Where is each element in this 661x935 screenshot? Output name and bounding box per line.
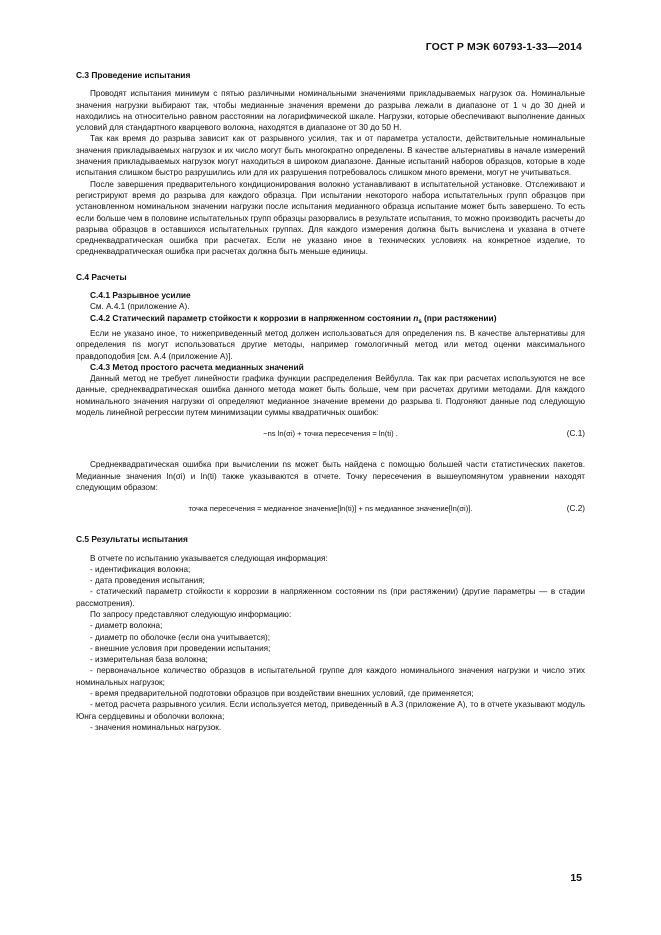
c3-paragraph-1: Проводят испытания минимум с пятью различными номинальными значениями прикладываемых нагрузок σa. Номинальные значения нагрузки выбирают так, чтобы медианные значения времени до разрыва лежали в диапазоне от 1 ч до 30 дней и находились на относительно равном расстоянии на логарифмической шкале. Нагрузки, которые обеспечивают выполнение данных условий для стандартного кварцевого волокна, находятся в диапазоне от 30 до 50 Н. — [76, 89, 585, 133]
c5-item-2: - дата проведения испытания; — [90, 576, 205, 586]
formula-c1 — [76, 424, 585, 446]
c42-text: Если не указано иное, то нижеприведенный метод должен использоваться для определения ns. В качестве альтернативы для определения ns могут использоваться другие методы, например гомологичный метод или метод оценки максимального правдоподобия [см. А.4 (приложение А)]. — [76, 328, 585, 361]
document-body — [76, 70, 585, 733]
formula-c2-number: (С.2) — [566, 504, 585, 514]
c41-title: С.4.1 Разрывное усилие — [90, 290, 191, 301]
c5-opt-item-2: - диаметр по оболочке (если она учитывается); — [90, 632, 271, 642]
formula-c1-expression: −ns ln(σi) + точка пересечения = ln(ti) . — [263, 429, 398, 439]
section-c3-title: С.3 Проведение испытания — [76, 70, 191, 80]
formula-c1-number: (С.1) — [566, 429, 585, 439]
c43-title: С.4.3 Метод простого расчета медианных значений — [90, 361, 304, 372]
c43-paragraph-2: Среднеквадратическая ошибка при вычислении ns может быть найдена с помощью большей части статистических пакетов. Медианные значения ln(σi) и ln(ti) также указываются в отчете. Точку пересечения в вышеупомянутом уравнении находят следующим образом: — [76, 460, 585, 492]
c5-item-1: - идентификация волокна; — [90, 564, 191, 574]
document-header: ГОСТ Р МЭК 60793-1-33—2014 — [425, 41, 582, 53]
section-c5-title: С.5 Результаты испытания — [76, 534, 188, 545]
formula-c2-expression: точка пересечения = медианное значение[ln(ti)] + ns медианное значение[ln(σi)]. — [188, 504, 473, 514]
c3-paragraph-3: После завершения предварительного кондиционирования волокно устанавливают в испытательной установке. Отслеживают и регистрируют время до разрыва для каждого образца. При испытании некоторого набора испытательных групп образцов при установленном номинальном значении нагрузки после испытания медианного образца испытание может быть завершено. То есть если больше чем в половине испытательных групп образцы разорвались в результате испытания, то можно производить расчеты до разрыва образцов в оставшихся испытательных группах. Для каждого измерения должна быть вычислена и указана в отчете среднеквадратическая ошибка при расчетах. Если не указано иное в технических условиях на конкретное изделие, то среднеквадратическая ошибка при расчетах должна быть меньше единицы. — [76, 179, 585, 257]
c5-opt-item-3: - внешние условия при проведении испытания; — [90, 643, 271, 653]
c5-opt-item-4: - измерительная база волокна; — [90, 655, 208, 665]
c5-intro-2: По запросу представляют следующую информацию: — [90, 609, 292, 619]
formula-c2 — [76, 499, 585, 521]
c5-opt-item-8: - значения номинальных нагрузок. — [90, 722, 222, 732]
c41-text: См. А.4.1 (приложение А). — [90, 302, 190, 312]
c5-opt-item-6: - время предварительной подготовки образцов при воздействии внешних условий, где применяется; — [90, 689, 474, 699]
c43-paragraph-1: Данный метод не требует линейности графика функции распределения Вейбулла. Так как при расчетах используются не все данные, среднеквадратическая ошибка данного метода может быть больше, чем при расчетах другими методами. Для каждого номинального значения нагрузки σi определяют медианное значение времени до разрыва ti. Подгоняют данные под следующую модель линейной регрессии путем минимизации суммы квадратичных ошибок: — [76, 374, 585, 418]
c5-intro: В отчете по испытанию указывается следующая информация: — [90, 553, 328, 563]
c5-opt-item-1: - диаметр волокна; — [90, 621, 163, 631]
page-number: 15 — [570, 872, 582, 884]
section-c4-title: С.4 Расчеты — [76, 271, 127, 282]
c42-title: С.4.2 Статический параметр стойкости к коррозии в напряженном состоянии $n_s$ (при растяжении) — [90, 312, 497, 325]
c5-item-3: - статический параметр стойкости к коррозии в напряженном состоянии ns (при растяжении) (другие параметры — в стадии рассмотрения). — [76, 587, 585, 608]
c3-paragraph-2: Так как время до разрыва зависит как от разрывного усилия, так и от параметра усталости, действительные номинальные значения прикладываемых нагрузок и их число могут быть многократно определены. В качестве альтернативы в начале измерений значения прикладываемых нагрузок могут находиться в широком диапазоне. Данные испытаний наборов образцов, которые в ходе испытания слишком быстро разрушились или для их разрушения потребовалось слишком много времени, могут не учитываться. — [76, 134, 585, 178]
c5-opt-item-7: - метод расчета разрывного усилия. Если используется метод, приведенный в А.3 (приложение А), то в отчете указывают модуль Юнга сердцевины и оболочки волокна; — [76, 700, 585, 721]
c5-opt-item-5: - первоначальное количество образцов в испытательной группе для каждого номинального значения нагрузки и число этих номинальных нагрузок; — [76, 666, 585, 687]
